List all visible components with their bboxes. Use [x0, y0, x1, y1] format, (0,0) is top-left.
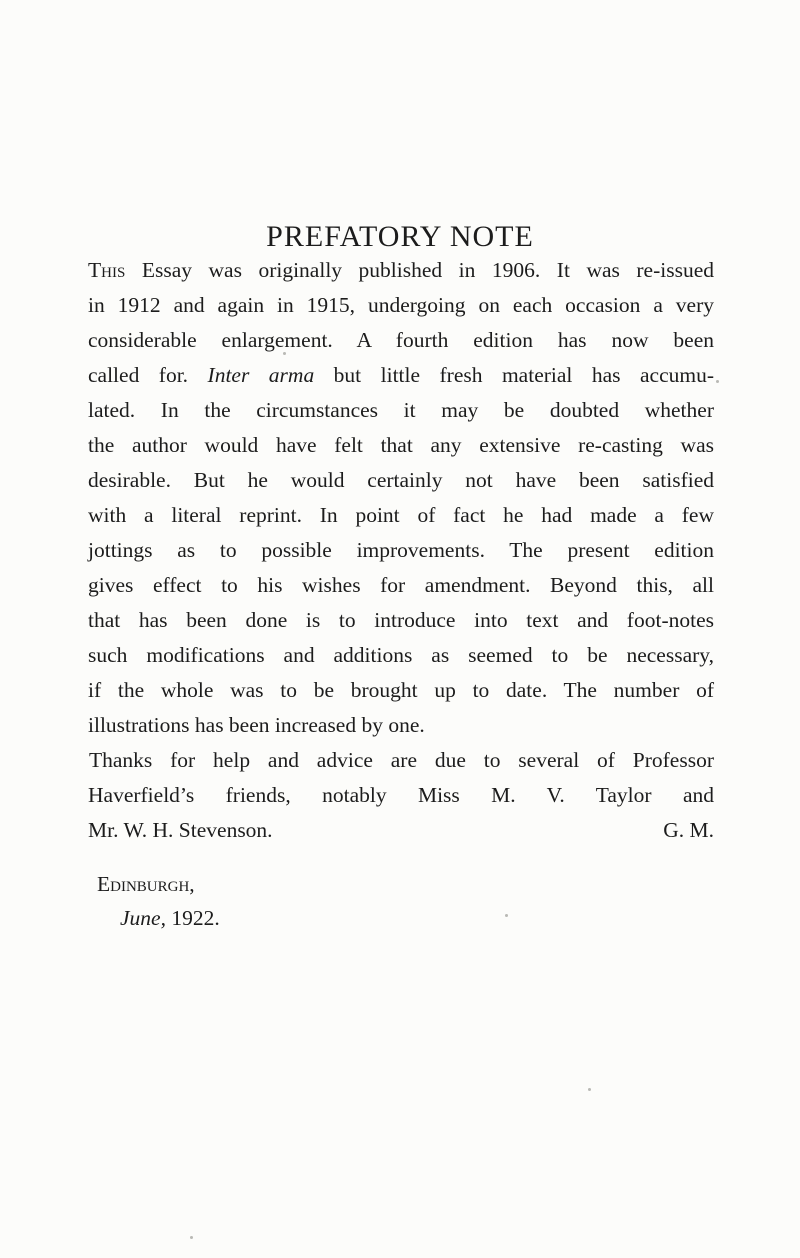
body-line: lated. In the circumstances it may be doubted whether	[88, 398, 714, 422]
body-line	[88, 746, 714, 774]
italic-phrase: Inter arma	[207, 363, 315, 387]
body-line: jottings as to possible improvements. The present edition	[88, 538, 714, 562]
paper-speck	[190, 1236, 193, 1239]
body-line: if the whole was to be brought up to date. The number of	[88, 678, 714, 702]
page-title: PREFATORY NOTE	[266, 220, 534, 253]
body-line	[88, 361, 714, 389]
body-line: such modifications and additions as seemed to be necessary,	[88, 643, 714, 667]
body-line: considerable enlargement. A fourth edition has now been	[88, 328, 714, 352]
date-year: 1922.	[165, 906, 220, 930]
body-text: Thanks for help and advice are due to several of Professor	[89, 748, 714, 772]
date-month: June,	[120, 906, 166, 930]
body-line: in 1912 and again in 1915, undergoing on each occasion a very	[88, 293, 714, 317]
body-line: gives effect to his wishes for amendment. Beyond this, all	[88, 573, 714, 597]
body-text: Mr. W. H. Stevenson.	[88, 818, 273, 842]
body-text: called for.	[88, 363, 208, 387]
body-line: desirable. But he would certainly not have been satisfied	[88, 468, 714, 492]
body-line	[88, 256, 714, 284]
body-text: Essay was originally published in 1906. It was re-issued	[125, 258, 714, 282]
body-line: illustrations has been increased by one.	[88, 713, 425, 737]
paper-speck	[716, 380, 719, 383]
closing-line	[88, 816, 714, 844]
body-line: that has been done is to introduce into text and foot-notes	[88, 608, 714, 632]
body-line: Haverfield’s friends, notably Miss M. V. Taylor and	[88, 783, 714, 807]
paper-speck	[505, 914, 508, 917]
drop-word: This	[88, 258, 126, 282]
body-line: with a literal reprint. In point of fact he had made a few	[88, 503, 714, 527]
paper-speck	[588, 1088, 591, 1091]
place-line: Edinburgh,	[97, 872, 195, 896]
author-initials: G. M.	[663, 818, 714, 842]
body-text: but little fresh material has accumu-	[314, 363, 715, 387]
body-line: the author would have felt that any extensive re-casting was	[88, 433, 714, 457]
date-line	[120, 904, 220, 932]
paper-speck	[283, 352, 286, 355]
